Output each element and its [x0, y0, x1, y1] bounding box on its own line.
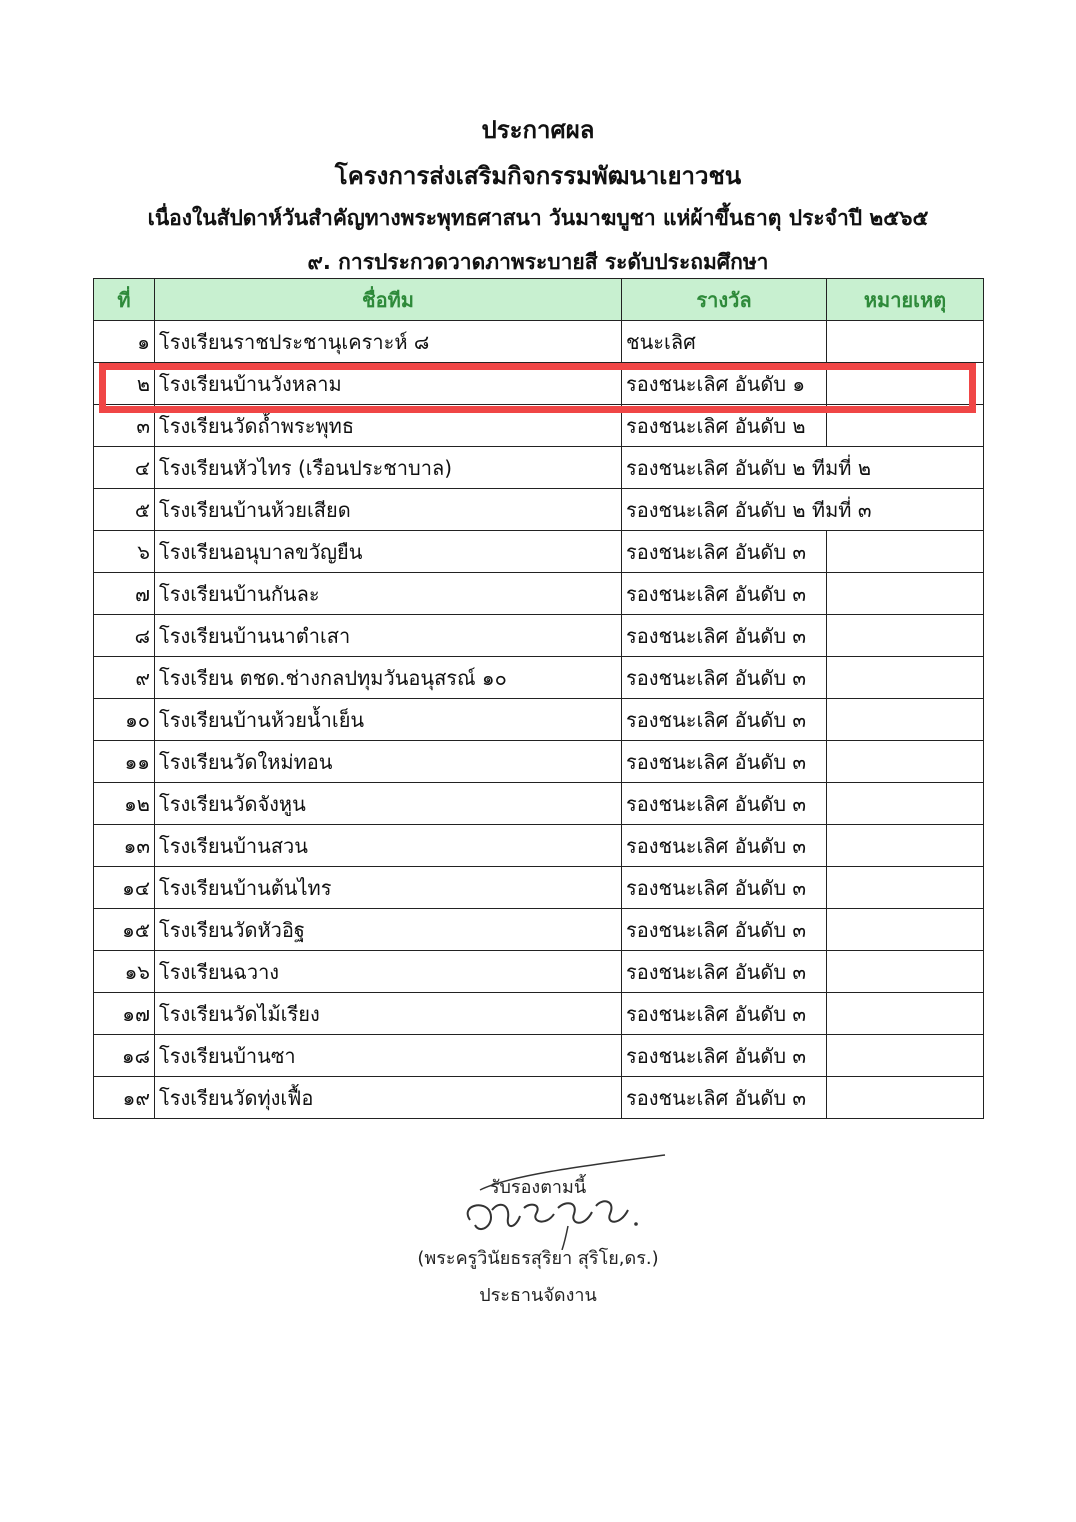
award: รองชนะเลิศ อันดับ ๓ — [622, 993, 827, 1035]
highlight-box — [99, 363, 976, 413]
team-name: โรงเรียนบ้านซา — [155, 1035, 622, 1077]
note — [827, 573, 984, 615]
award: รองชนะเลิศ อันดับ ๓ — [622, 573, 827, 615]
team-name: โรงเรียนวัดไม้เรียง — [155, 993, 622, 1035]
note — [827, 951, 984, 993]
award: ชนะเลิศ — [622, 321, 827, 363]
table-row — [94, 867, 984, 909]
team-name: โรงเรียนวัดใหม่ทอน — [155, 741, 622, 783]
column-header-award: รางวัล — [622, 279, 827, 321]
table-row — [94, 1077, 984, 1119]
team-name: โรงเรียน ตชด.ช่างกลปทุมวันอนุสรณ์ ๑๐ — [155, 657, 622, 699]
award: รองชนะเลิศ อันดับ ๒ — [622, 405, 827, 447]
results-table-body — [94, 321, 984, 1119]
award: รองชนะเลิศ อันดับ ๓ — [622, 825, 827, 867]
note — [827, 321, 984, 363]
table-row — [94, 909, 984, 951]
occasion-subtitle: เนื่องในสัปดาห์วันสำคัญทางพระพุทธศาสนา วันมาฆบูชา แห่ผ้าขึ้นธาตุ ประจำปี ๒๕๖๕ — [147, 206, 929, 230]
table-row — [94, 447, 984, 489]
team-name: โรงเรียนวัดจังหูน — [155, 783, 622, 825]
row-number: ๖ — [94, 531, 155, 573]
announcement-title: ประกาศผล — [481, 116, 595, 144]
note — [827, 993, 984, 1035]
note — [827, 909, 984, 951]
table-row — [94, 573, 984, 615]
note — [827, 1035, 984, 1077]
team-name: โรงเรียนหัวไทร (เรือนประชาบาล) — [155, 447, 622, 489]
team-name: โรงเรียนบ้านวังหลาม — [155, 363, 622, 405]
award: รองชนะเลิศ อันดับ ๓ — [622, 741, 827, 783]
table-row — [94, 657, 984, 699]
row-number: ๕ — [94, 489, 155, 531]
row-number: ๑๕ — [94, 909, 155, 951]
award: รองชนะเลิศ อันดับ ๓ — [622, 699, 827, 741]
team-name: โรงเรียนวัดหัวอิฐ — [155, 909, 622, 951]
award: รองชนะเลิศ อันดับ ๓ — [622, 1035, 827, 1077]
note — [827, 657, 984, 699]
column-header-note: หมายเหตุ — [827, 279, 984, 321]
team-name: โรงเรียนบ้านสวน — [155, 825, 622, 867]
row-number: ๑๘ — [94, 1035, 155, 1077]
note — [827, 699, 984, 741]
signer-position: ประธานจัดงาน — [479, 1285, 597, 1306]
row-number: ๑๑ — [94, 741, 155, 783]
table-row — [94, 321, 984, 363]
note — [827, 783, 984, 825]
row-number: ๑๓ — [94, 825, 155, 867]
team-name: โรงเรียนบ้านต้นไทร — [155, 867, 622, 909]
contest-title: ๙. การประกวดวาดภาพระบายสี ระดับประถมศึกษา — [307, 250, 769, 274]
note — [827, 531, 984, 573]
table-row — [94, 825, 984, 867]
column-header-team: ชื่อทีม — [155, 279, 622, 321]
table-row — [94, 993, 984, 1035]
team-name: โรงเรียนวัดทุ่งเฟื้อ — [155, 1077, 622, 1119]
column-header-no: ที่ — [94, 279, 155, 321]
table-row — [94, 741, 984, 783]
row-number: ๑๙ — [94, 1077, 155, 1119]
note — [827, 615, 984, 657]
row-number: ๑๒ — [94, 783, 155, 825]
signer-name: (พระครูวินัยธรสุริยา สุริโย,ดร.) — [417, 1248, 659, 1269]
award: รองชนะเลิศ อันดับ ๒ ทีมที่ ๓ — [622, 489, 827, 531]
row-number: ๓ — [94, 405, 155, 447]
project-title: โครงการส่งเสริมกิจกรรมพัฒนาเยาวชน — [334, 162, 742, 190]
award: รองชนะเลิศ อันดับ ๑ — [622, 363, 827, 405]
table-row — [94, 1035, 984, 1077]
row-number: ๒ — [94, 363, 155, 405]
table-header-row — [94, 279, 984, 321]
table-row — [94, 951, 984, 993]
team-name: โรงเรียนบ้านห้วยน้ำเย็น — [155, 699, 622, 741]
award: รองชนะเลิศ อันดับ ๓ — [622, 1077, 827, 1119]
team-name: โรงเรียนฉวาง — [155, 951, 622, 993]
award: รองชนะเลิศ อันดับ ๓ — [622, 867, 827, 909]
team-name: โรงเรียนบ้านนาตำเสา — [155, 615, 622, 657]
signature-image — [450, 1150, 680, 1250]
award: รองชนะเลิศ อันดับ ๓ — [622, 783, 827, 825]
table-row — [94, 489, 984, 531]
award: รองชนะเลิศ อันดับ ๓ — [622, 951, 827, 993]
approval-text: รับรองตามนี้ — [489, 1177, 587, 1198]
row-number: ๑๔ — [94, 867, 155, 909]
row-number: ๗ — [94, 573, 155, 615]
award: รองชนะเลิศ อันดับ ๓ — [622, 657, 827, 699]
award: รองชนะเลิศ อันดับ ๓ — [622, 531, 827, 573]
team-name: โรงเรียนบ้านกันละ — [155, 573, 622, 615]
table-row — [94, 531, 984, 573]
table-row — [94, 783, 984, 825]
table-row — [94, 615, 984, 657]
row-number: ๘ — [94, 615, 155, 657]
row-number: ๑ — [94, 321, 155, 363]
team-name: โรงเรียนอนุบาลขวัญยืน — [155, 531, 622, 573]
row-number: ๙ — [94, 657, 155, 699]
team-name: โรงเรียนวัดถ้ำพระพุทธ — [155, 405, 622, 447]
note — [827, 1077, 984, 1119]
award: รองชนะเลิศ อันดับ ๓ — [622, 909, 827, 951]
award: รองชนะเลิศ อันดับ ๒ ทีมที่ ๒ — [622, 447, 827, 489]
note — [827, 741, 984, 783]
row-number: ๑๗ — [94, 993, 155, 1035]
row-number: ๔ — [94, 447, 155, 489]
note — [827, 825, 984, 867]
row-number: ๑๐ — [94, 699, 155, 741]
award: รองชนะเลิศ อันดับ ๓ — [622, 615, 827, 657]
note — [827, 867, 984, 909]
row-number: ๑๖ — [94, 951, 155, 993]
table-row — [94, 699, 984, 741]
team-name: โรงเรียนราชประชานุเคราะห์ ๘ — [155, 321, 622, 363]
team-name: โรงเรียนบ้านห้วยเสียด — [155, 489, 622, 531]
